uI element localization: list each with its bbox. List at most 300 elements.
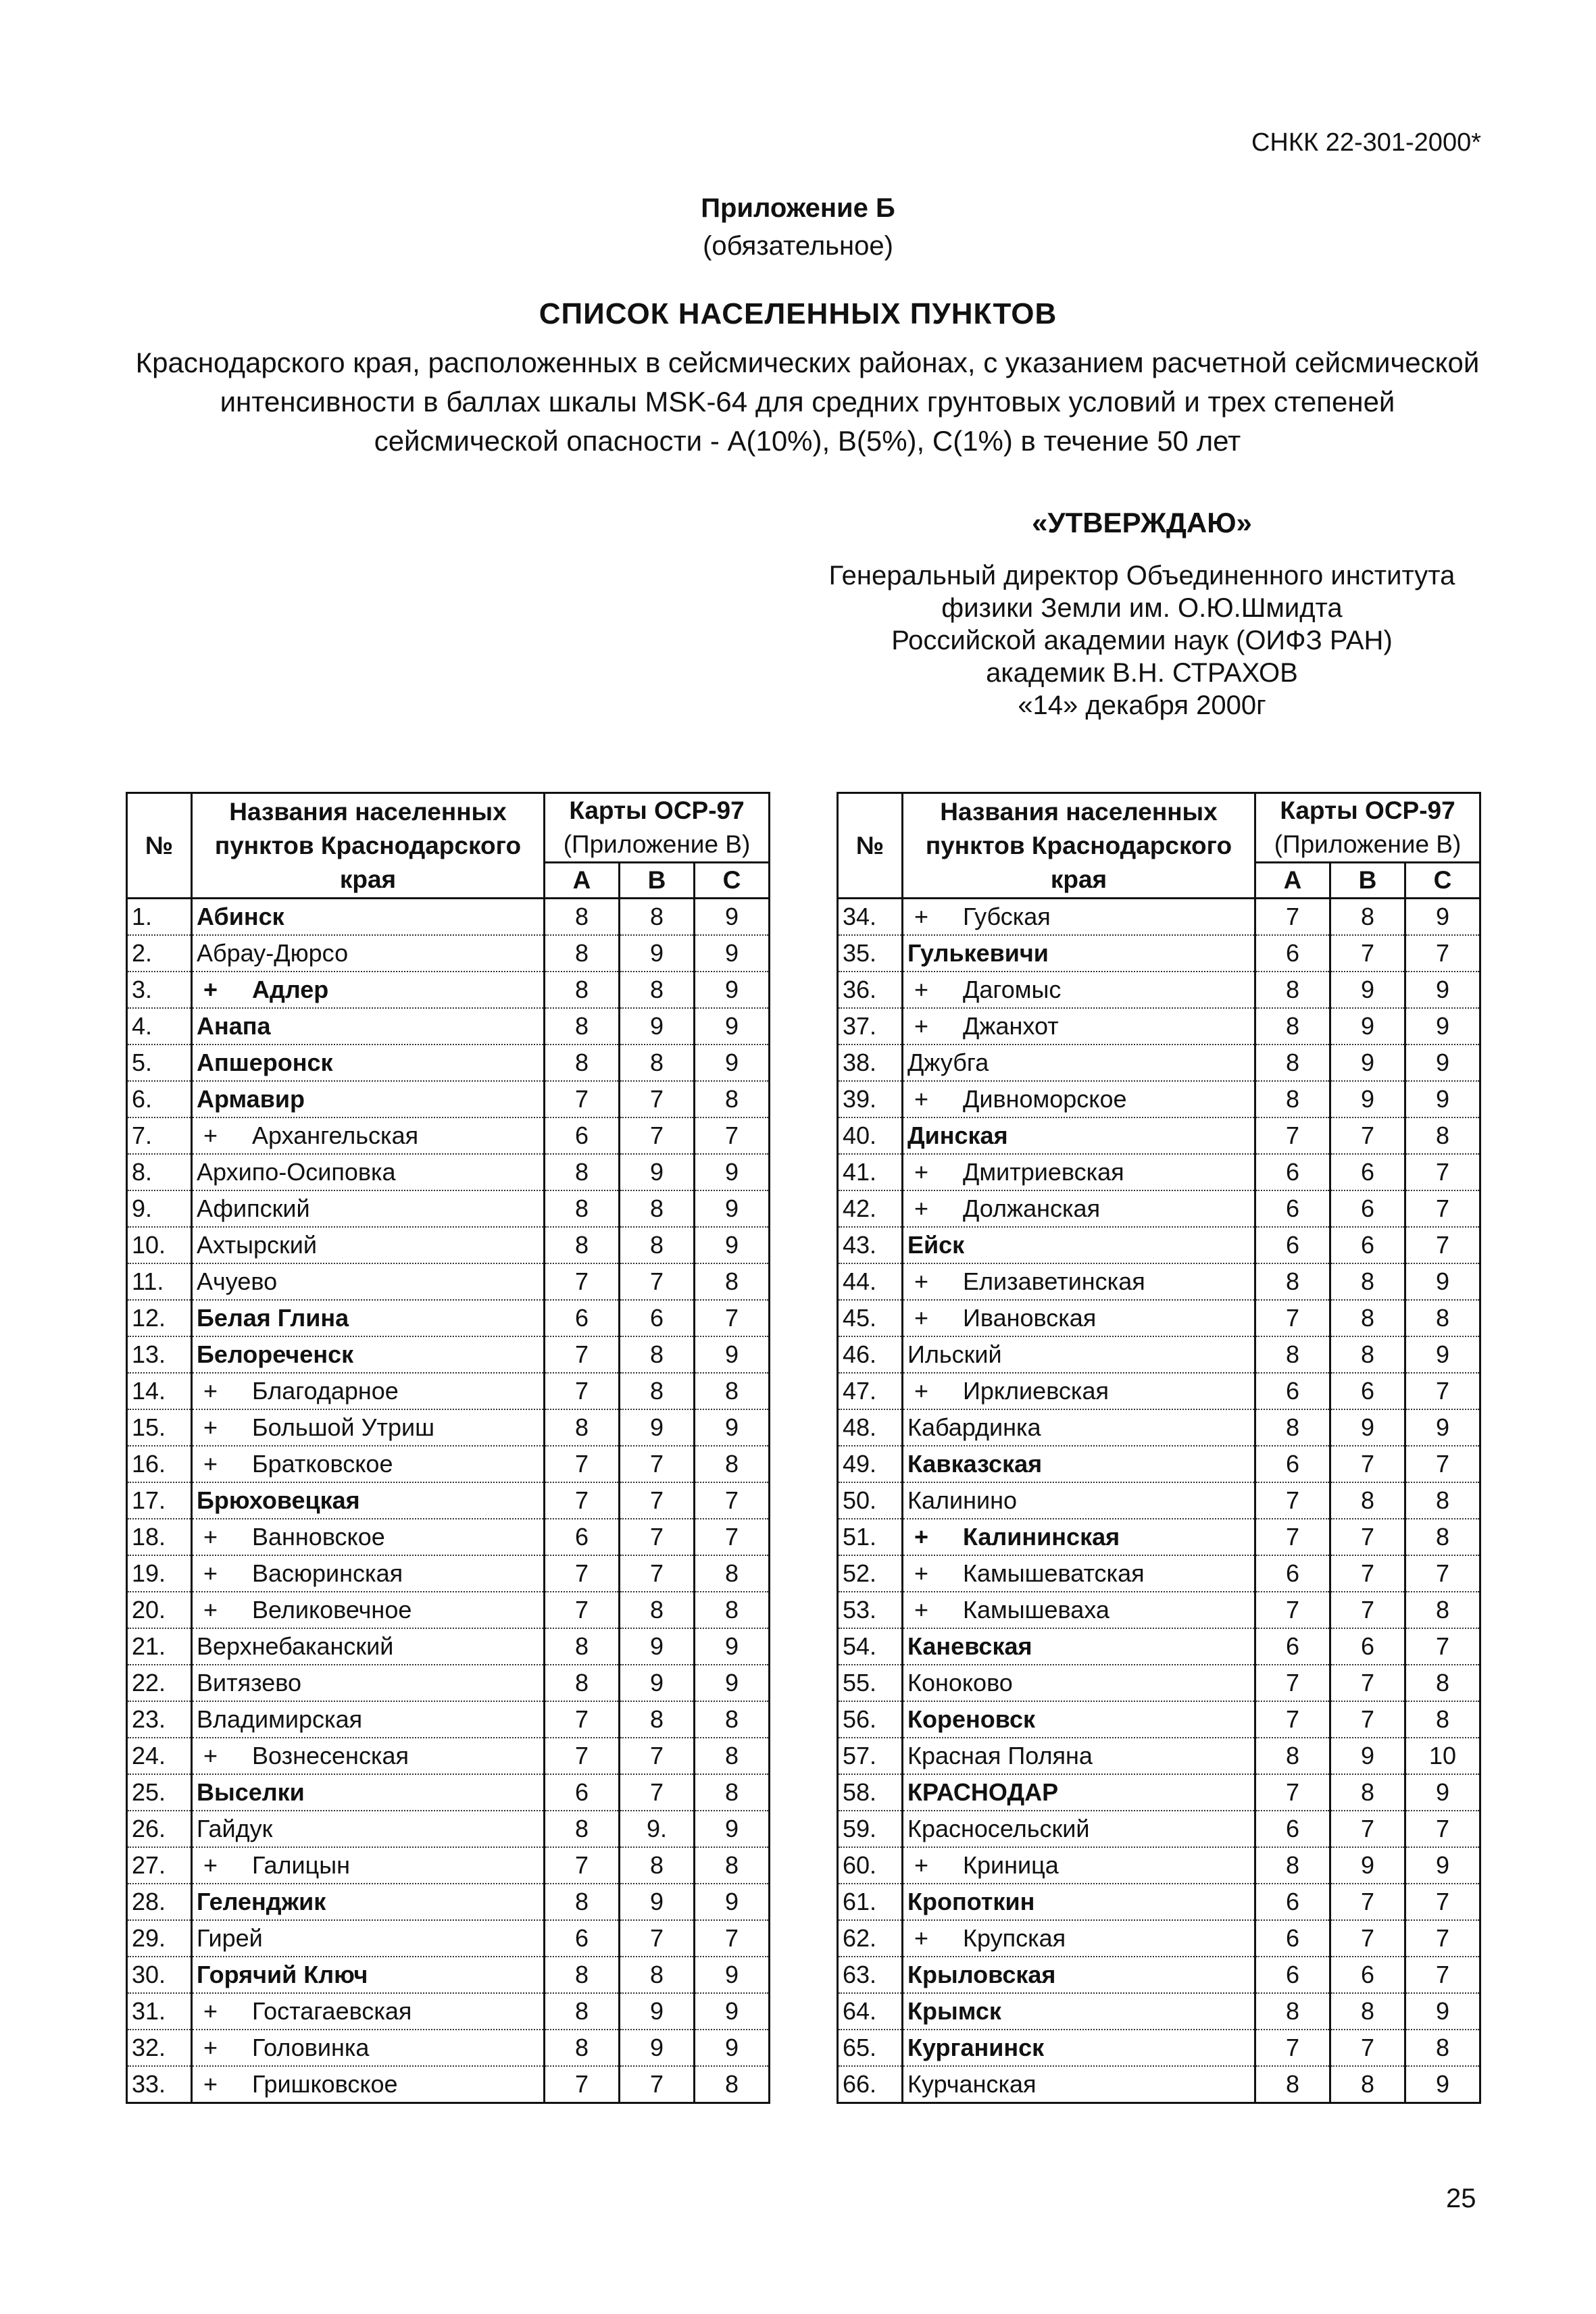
intensity-a: 7 — [545, 1263, 620, 1300]
settlement-name — [192, 1811, 545, 1847]
intensity-c: 9 — [695, 1665, 770, 1701]
settlement-label: Владимирская — [197, 1705, 363, 1733]
settlement-name — [903, 1774, 1255, 1811]
intensity-b: 8 — [620, 972, 695, 1008]
intensity-a: 8 — [545, 1045, 620, 1081]
row-number: 32. — [127, 2030, 192, 2066]
table-row — [127, 2066, 770, 2103]
table-row — [838, 1300, 1480, 1336]
settlement-name — [903, 1117, 1255, 1154]
intensity-c: 9 — [695, 1190, 770, 1227]
row-number: 11. — [127, 1263, 192, 1300]
settlement-name — [192, 1227, 545, 1263]
settlement-name — [192, 1373, 545, 1409]
table-row — [838, 1738, 1480, 1774]
intensity-a: 7 — [1255, 1482, 1330, 1519]
settlement-label: Абрау-Дюрсо — [197, 939, 349, 967]
row-number: 5. — [127, 1045, 192, 1081]
intensity-a: 6 — [1255, 1555, 1330, 1592]
table-row — [838, 1373, 1480, 1409]
settlement-name — [903, 1482, 1255, 1519]
row-number: 14. — [127, 1373, 192, 1409]
settlement-name — [903, 1555, 1255, 1592]
settlement-label: Белореченск — [197, 1340, 354, 1368]
intensity-a: 8 — [1255, 1081, 1330, 1117]
table-row — [127, 1227, 770, 1263]
table-row — [127, 1117, 770, 1154]
intensity-a: 8 — [545, 899, 620, 936]
row-number: 59. — [838, 1811, 903, 1847]
intensity-c: 8 — [695, 1701, 770, 1738]
settlement-label: Камышеватская — [963, 1559, 1145, 1587]
row-number: 36. — [838, 972, 903, 1008]
settlement-name — [903, 1665, 1255, 1701]
settlement-label: Брюховецкая — [197, 1486, 360, 1514]
table-row — [127, 935, 770, 972]
table-row — [127, 972, 770, 1008]
col-c-header: С — [695, 863, 770, 899]
settlement-label: Динская — [907, 1122, 1008, 1149]
settlements-table-left — [126, 792, 770, 2104]
intensity-b: 7 — [620, 1482, 695, 1519]
settlement-name — [192, 1957, 545, 1993]
settlement-name — [192, 1519, 545, 1555]
table-row — [127, 1300, 770, 1336]
intensity-c: 7 — [695, 1920, 770, 1957]
intensity-b: 8 — [1330, 1482, 1405, 1519]
settlement-label: Геленджик — [197, 1888, 326, 1915]
settlement-label: Джанхот — [963, 1012, 1059, 1040]
intensity-a: 7 — [545, 1336, 620, 1373]
intensity-c: 8 — [1405, 1519, 1480, 1555]
row-number: 39. — [838, 1081, 903, 1117]
row-number: 18. — [127, 1519, 192, 1555]
intensity-a: 7 — [1255, 1300, 1330, 1336]
row-number: 55. — [838, 1665, 903, 1701]
settlement-name — [903, 1701, 1255, 1738]
table-row — [127, 1045, 770, 1081]
plus-marker: + — [914, 1012, 929, 1040]
settlement-label: Архипо-Осиповка — [197, 1158, 396, 1186]
approval-line: «14» декабря 2000г — [1018, 690, 1266, 720]
plus-marker: + — [914, 1851, 929, 1879]
row-number: 56. — [838, 1701, 903, 1738]
intensity-c: 9 — [695, 1884, 770, 1920]
row-number: 64. — [838, 1993, 903, 2030]
settlements-table-right — [837, 792, 1481, 2104]
settlement-label: Красносельский — [907, 1815, 1090, 1842]
settlement-label: Ахтырский — [197, 1231, 317, 1259]
settlement-name — [192, 1300, 545, 1336]
intensity-c: 9 — [1405, 1774, 1480, 1811]
col-num-header: № — [838, 793, 903, 899]
row-number: 10. — [127, 1227, 192, 1263]
settlement-name — [192, 1190, 545, 1227]
table-row — [838, 1665, 1480, 1701]
approval-line: академик В.Н. СТРАХОВ — [986, 658, 1298, 688]
intensity-a: 8 — [545, 1008, 620, 1045]
row-number: 49. — [838, 1446, 903, 1482]
intensity-c: 9 — [695, 1993, 770, 2030]
row-number: 40. — [838, 1117, 903, 1154]
approval-line: Российской академии наук (ОИФЗ РАН) — [891, 626, 1393, 655]
intensity-a: 8 — [545, 1993, 620, 2030]
intensity-a: 6 — [1255, 1446, 1330, 1482]
intensity-a: 7 — [1255, 1701, 1330, 1738]
intensity-b: 7 — [1330, 1701, 1405, 1738]
intensity-b: 9 — [620, 1993, 695, 2030]
appendix-title: Приложение Б — [701, 193, 895, 223]
row-number: 33. — [127, 2066, 192, 2103]
table-row — [838, 1482, 1480, 1519]
intensity-c: 9 — [695, 972, 770, 1008]
settlement-label: Головинка — [252, 2034, 370, 2061]
intensity-a: 7 — [545, 2066, 620, 2103]
settlement-label: Адлер — [252, 976, 329, 1003]
settlement-label: Ивановская — [963, 1304, 1097, 1332]
table-body-left — [127, 899, 770, 2103]
row-number: 17. — [127, 1482, 192, 1519]
settlement-name — [903, 1592, 1255, 1628]
settlement-name — [192, 1446, 545, 1482]
intensity-a: 8 — [545, 1190, 620, 1227]
intensity-c: 9 — [695, 899, 770, 936]
settlement-name — [903, 1373, 1255, 1409]
settlement-label: Васюринская — [252, 1559, 403, 1587]
table-row — [838, 1263, 1480, 1300]
intensity-c: 7 — [1405, 1190, 1480, 1227]
intensity-b: 6 — [1330, 1957, 1405, 1993]
intensity-b: 9 — [620, 1628, 695, 1665]
table-row — [127, 1409, 770, 1446]
plus-marker: + — [914, 1523, 929, 1551]
plus-marker: + — [203, 1523, 218, 1551]
intensity-c: 9 — [1405, 1336, 1480, 1373]
intensity-b: 8 — [1330, 899, 1405, 936]
intensity-a: 8 — [545, 1227, 620, 1263]
intensity-b: 6 — [620, 1300, 695, 1336]
col-maps-header — [545, 793, 770, 863]
document-code: СНКК 22-301-2000* — [1251, 128, 1481, 157]
row-number: 60. — [838, 1847, 903, 1884]
table-row — [127, 1336, 770, 1373]
intensity-c: 7 — [695, 1482, 770, 1519]
intensity-b: 6 — [1330, 1154, 1405, 1190]
intensity-b: 7 — [620, 1774, 695, 1811]
intensity-b: 9 — [1330, 1738, 1405, 1774]
table-row — [838, 1957, 1480, 1993]
intensity-a: 6 — [1255, 1957, 1330, 1993]
table-row — [127, 1482, 770, 1519]
row-number: 8. — [127, 1154, 192, 1190]
appendix-note: (обязательное) — [703, 231, 893, 261]
table-row — [127, 1738, 770, 1774]
row-number: 31. — [127, 1993, 192, 2030]
settlement-name — [192, 1154, 545, 1190]
settlement-label: Горячий Ключ — [197, 1961, 368, 1988]
table-row — [127, 899, 770, 936]
settlement-label: Криница — [963, 1851, 1059, 1879]
row-number: 12. — [127, 1300, 192, 1336]
table-row — [838, 1774, 1480, 1811]
settlement-name — [903, 2066, 1255, 2103]
settlement-name — [903, 1336, 1255, 1373]
settlement-name — [192, 1409, 545, 1446]
settlement-name — [903, 1847, 1255, 1884]
settlement-name — [903, 1738, 1255, 1774]
intensity-b: 7 — [620, 1446, 695, 1482]
col-a-header: А — [545, 863, 620, 899]
settlement-label: Коноково — [907, 1669, 1013, 1696]
intensity-a: 8 — [545, 972, 620, 1008]
settlement-label: Верхнебаканский — [197, 1632, 394, 1660]
intensity-a: 7 — [545, 1592, 620, 1628]
settlement-name — [192, 2030, 545, 2066]
intensity-b: 6 — [1330, 1628, 1405, 1665]
intensity-b: 8 — [1330, 1993, 1405, 2030]
intensity-b: 9 — [620, 935, 695, 972]
intensity-b: 7 — [620, 1920, 695, 1957]
settlement-name — [903, 1045, 1255, 1081]
settlement-name — [192, 1592, 545, 1628]
table-row — [838, 1081, 1480, 1117]
table-row — [838, 1008, 1480, 1045]
intensity-b: 7 — [620, 1117, 695, 1154]
row-number: 37. — [838, 1008, 903, 1045]
table-row — [838, 1847, 1480, 1884]
intensity-b: 8 — [620, 1045, 695, 1081]
intensity-a: 7 — [1255, 1519, 1330, 1555]
settlement-name — [192, 1628, 545, 1665]
table-row — [838, 2030, 1480, 2066]
settlement-name — [903, 1920, 1255, 1957]
table-row — [127, 1993, 770, 2030]
settlement-name — [903, 1008, 1255, 1045]
row-number: 58. — [838, 1774, 903, 1811]
intensity-b: 8 — [620, 1373, 695, 1409]
row-number: 34. — [838, 899, 903, 936]
intensity-a: 8 — [1255, 1738, 1330, 1774]
approval-block — [791, 507, 1493, 722]
intensity-c: 9 — [695, 1409, 770, 1446]
intensity-c: 7 — [1405, 1920, 1480, 1957]
intensity-b: 9 — [620, 1008, 695, 1045]
intensity-a: 8 — [1255, 972, 1330, 1008]
table-row — [127, 1592, 770, 1628]
intensity-a: 6 — [545, 1300, 620, 1336]
intensity-a: 7 — [545, 1701, 620, 1738]
settlement-name — [903, 1993, 1255, 2030]
intensity-b: 9 — [620, 1154, 695, 1190]
settlement-label: Гришковское — [252, 2070, 398, 2098]
intensity-a: 7 — [1255, 899, 1330, 936]
settlement-name — [903, 1884, 1255, 1920]
settlement-name — [903, 935, 1255, 972]
settlement-name — [192, 1555, 545, 1592]
intensity-b: 8 — [620, 1227, 695, 1263]
settlement-label: Каневская — [907, 1632, 1032, 1660]
settlement-label: Крымск — [907, 1997, 1001, 2025]
settlement-label: Красная Поляна — [907, 1742, 1093, 1769]
table-row — [838, 1920, 1480, 1957]
intensity-a: 6 — [545, 1117, 620, 1154]
row-number: 26. — [127, 1811, 192, 1847]
intensity-b: 8 — [1330, 1336, 1405, 1373]
intensity-b: 8 — [620, 1190, 695, 1227]
intensity-b: 9 — [620, 2030, 695, 2066]
intensity-b: 7 — [1330, 1117, 1405, 1154]
settlement-name — [192, 899, 545, 936]
settlement-name — [192, 1774, 545, 1811]
settlement-name — [192, 2066, 545, 2103]
row-number: 47. — [838, 1373, 903, 1409]
intensity-a: 7 — [1255, 1665, 1330, 1701]
intensity-c: 9 — [695, 1045, 770, 1081]
row-number: 19. — [127, 1555, 192, 1592]
intensity-c: 7 — [1405, 1373, 1480, 1409]
intensity-b: 9 — [620, 1884, 695, 1920]
intensity-a: 8 — [545, 935, 620, 972]
intensity-b: 7 — [1330, 1811, 1405, 1847]
settlement-name — [192, 1008, 545, 1045]
plus-marker: + — [914, 1085, 929, 1113]
intensity-a: 7 — [1255, 1592, 1330, 1628]
intensity-a: 7 — [545, 1081, 620, 1117]
intensity-c: 9 — [1405, 899, 1480, 936]
settlement-label: Ирклиевская — [963, 1377, 1109, 1405]
intensity-c: 8 — [695, 2066, 770, 2103]
intensity-c: 9 — [695, 1227, 770, 1263]
intensity-a: 7 — [1255, 1117, 1330, 1154]
intensity-a: 8 — [545, 1811, 620, 1847]
intensity-a: 8 — [545, 1957, 620, 1993]
settlement-label: Ейск — [907, 1231, 965, 1259]
settlement-name — [192, 1993, 545, 2030]
settlement-label: Губская — [963, 903, 1051, 930]
intensity-b: 9 — [1330, 1045, 1405, 1081]
settlement-label: Кореновск — [907, 1705, 1035, 1733]
intensity-b: 7 — [620, 1519, 695, 1555]
table-row — [838, 1555, 1480, 1592]
intensity-b: 7 — [620, 1738, 695, 1774]
settlement-label: Архангельская — [252, 1122, 419, 1149]
row-number: 48. — [838, 1409, 903, 1446]
settlement-label: Ачуево — [197, 1267, 278, 1295]
settlement-label: Белая Глина — [197, 1304, 349, 1332]
intensity-b: 7 — [620, 1263, 695, 1300]
intensity-c: 9 — [1405, 1045, 1480, 1081]
table-row — [838, 899, 1480, 936]
intensity-c: 9 — [1405, 1081, 1480, 1117]
intensity-b: 9 — [620, 1665, 695, 1701]
plus-marker: + — [914, 1304, 929, 1332]
settlement-name — [192, 1920, 545, 1957]
approval-heading: «УТВЕРЖДАЮ» — [1032, 507, 1252, 538]
plus-marker: + — [203, 1596, 218, 1624]
col-num-header: № — [127, 793, 192, 899]
row-number: 6. — [127, 1081, 192, 1117]
intensity-a: 8 — [1255, 1008, 1330, 1045]
intensity-a: 6 — [1255, 1190, 1330, 1227]
settlement-name — [192, 1701, 545, 1738]
plus-marker: + — [203, 1851, 218, 1879]
table-row — [838, 1628, 1480, 1665]
col-b-header: В — [620, 863, 695, 899]
col-maps-header — [1255, 793, 1480, 863]
table-row — [838, 1446, 1480, 1482]
maps-title: Карты ОСР-97 — [569, 797, 745, 824]
table-row — [838, 972, 1480, 1008]
row-number: 53. — [838, 1592, 903, 1628]
plus-marker: + — [914, 1377, 929, 1405]
intensity-a: 6 — [545, 1519, 620, 1555]
plus-marker: + — [914, 976, 929, 1003]
intensity-a: 6 — [545, 1774, 620, 1811]
table-row — [127, 1920, 770, 1957]
settlement-label: Абинск — [197, 903, 284, 930]
intensity-c: 8 — [1405, 1592, 1480, 1628]
maps-note: (Приложение В) — [1274, 830, 1462, 858]
settlement-name — [903, 899, 1255, 936]
plus-marker: + — [203, 2034, 218, 2061]
row-number: 24. — [127, 1738, 192, 1774]
intensity-c: 7 — [1405, 1628, 1480, 1665]
table-row — [838, 2066, 1480, 2103]
intensity-c: 7 — [1405, 1811, 1480, 1847]
intensity-a: 7 — [545, 1738, 620, 1774]
plus-marker: + — [203, 2070, 218, 2098]
plus-marker: + — [914, 1194, 929, 1222]
intensity-b: 8 — [620, 1336, 695, 1373]
table-row — [127, 1957, 770, 1993]
row-number: 43. — [838, 1227, 903, 1263]
table-row — [127, 1190, 770, 1227]
plus-marker: + — [203, 1450, 218, 1478]
row-number: 62. — [838, 1920, 903, 1957]
row-number: 66. — [838, 2066, 903, 2103]
intensity-a: 8 — [1255, 2066, 1330, 2103]
table-row — [127, 1665, 770, 1701]
row-number: 13. — [127, 1336, 192, 1373]
intensity-c: 9 — [1405, 1993, 1480, 2030]
intensity-b: 6 — [1330, 1190, 1405, 1227]
settlement-name — [192, 1738, 545, 1774]
settlement-label: Афипский — [197, 1194, 310, 1222]
table-row — [127, 1081, 770, 1117]
intensity-c: 9 — [695, 2030, 770, 2066]
table-row — [127, 1373, 770, 1409]
settlement-label: Апшеронск — [197, 1049, 333, 1076]
settlement-name — [192, 1117, 545, 1154]
plus-marker: + — [203, 1413, 218, 1441]
approval-line: Генеральный директор Объединенного института — [828, 561, 1455, 590]
intensity-c: 7 — [1405, 1884, 1480, 1920]
plus-marker: + — [914, 1267, 929, 1295]
intensity-c: 8 — [695, 1263, 770, 1300]
plus-marker: + — [203, 1122, 218, 1149]
settlement-name — [192, 1081, 545, 1117]
col-name-header: Названия населенных пунктов Краснодарского края — [192, 793, 545, 899]
intensity-b: 7 — [1330, 1555, 1405, 1592]
intensity-c: 8 — [1405, 1665, 1480, 1701]
table-row — [838, 1519, 1480, 1555]
table-row — [838, 1592, 1480, 1628]
settlement-label: Вознесенская — [252, 1742, 409, 1769]
page-number: 25 — [1446, 2184, 1476, 2213]
intensity-a: 8 — [1255, 1263, 1330, 1300]
intensity-b: 8 — [1330, 2066, 1405, 2103]
intensity-b: 9 — [1330, 972, 1405, 1008]
